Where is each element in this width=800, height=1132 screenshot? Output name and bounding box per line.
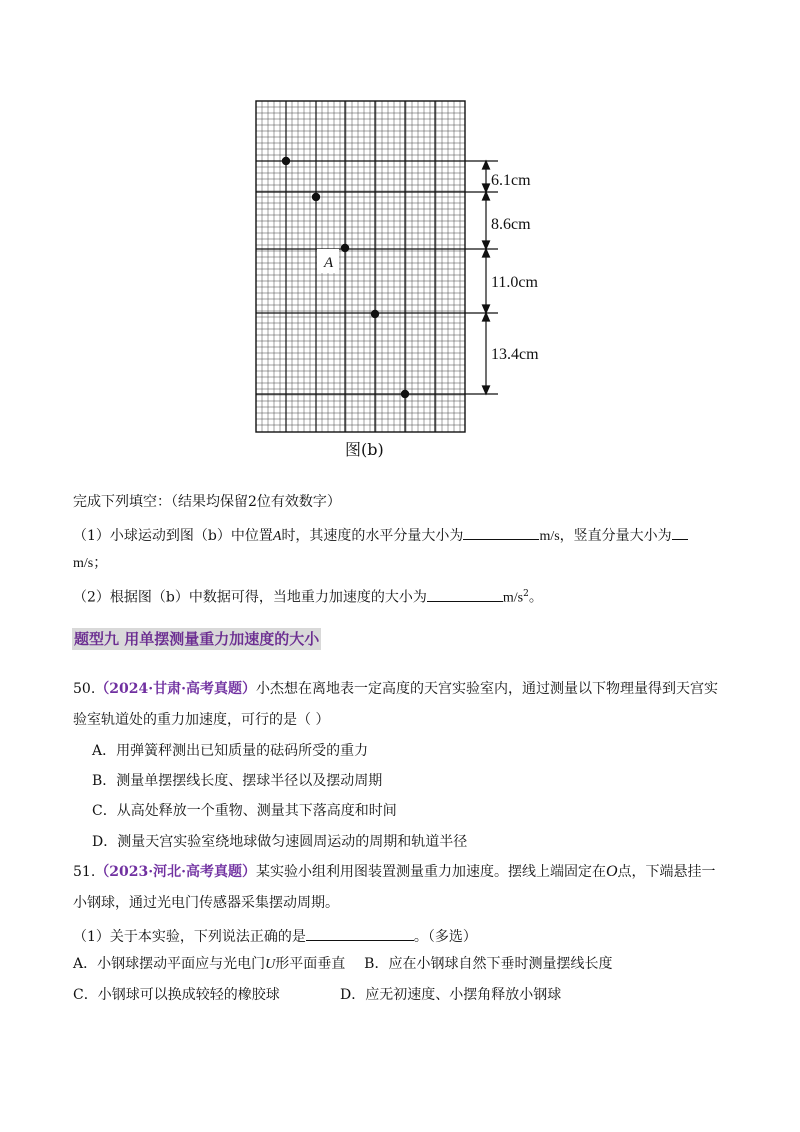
- question-50-option-c[interactable]: C．从高处释放一个重物、测量其下落高度和时间: [92, 803, 397, 819]
- question-50-option-d[interactable]: D．测量天宫实验室绕地球做匀速圆周运动的周期和轨道半径: [92, 834, 468, 850]
- question-51-sub-1: （1）关于本实验，下列说法正确的是 。（多选）: [73, 924, 477, 947]
- question-51-option-b[interactable]: B．应在小钢球自然下垂时测量摆线长度: [364, 956, 613, 972]
- section-heading: 题型九 用单摆测量重力加速度的大小: [74, 630, 320, 648]
- question-51-option-a[interactable]: A．小钢球摆动平面应与光电门U形平面垂直: [73, 956, 346, 972]
- question-51-option-c[interactable]: C．小钢球可以换成较轻的橡胶球: [73, 987, 280, 1003]
- question-50-option-a[interactable]: A．用弹簧秤测出已知质量的砝码所受的重力: [92, 743, 369, 759]
- answer-blank-vertical-velocity[interactable]: [672, 523, 688, 540]
- fill-in-instruction: 完成下列填空：（结果均保留2位有效数字）: [73, 494, 341, 510]
- spacing-label-3: 11.0cm: [491, 274, 538, 291]
- answer-blank-q51-1[interactable]: [306, 924, 414, 941]
- ball-2: [312, 193, 320, 201]
- answer-blank-gravity[interactable]: [427, 585, 503, 602]
- figure-b: [250, 95, 570, 470]
- question-51-options-row-1: [73, 954, 612, 975]
- question-51-option-d[interactable]: D．应无初速度、小摆角释放小钢球: [340, 987, 562, 1003]
- spacing-label-4: 13.4cm: [491, 346, 539, 363]
- ball-5: [401, 390, 409, 398]
- sub-question-1: （1）小球运动到图（b）中位置A时，其速度的水平分量大小为 m/s，竖直分量大小为: [73, 523, 688, 547]
- sub-question-2: （2）根据图（b）中数据可得，当地重力加速度的大小为 $m/s^2$。: [73, 584, 543, 609]
- question-51-stem: 51.（2023·河北·高考真题）某实验小组利用图装置测量重力加速度。摆线上端固定在O点，下端悬挂一: [73, 863, 716, 880]
- question-50-option-b[interactable]: B．测量单摆摆线长度、摆球半径以及摆动周期: [92, 773, 383, 789]
- grid-border: [256, 101, 465, 432]
- grid-bold-lines: [256, 101, 465, 432]
- spacing-label-1: 6.1cm: [491, 172, 531, 189]
- question-50-stem-line-2: 验室轨道处的重力加速度，可行的是（ ）: [73, 712, 330, 728]
- ball-1: [282, 157, 290, 165]
- ball-3: [341, 244, 349, 252]
- question-51-stem-line-2: 小钢球，通过光电门传感器采集摆动周期。: [73, 895, 339, 911]
- sub-question-1-continued: m/s；: [73, 555, 108, 571]
- answer-blank-horizontal-velocity[interactable]: [463, 523, 539, 540]
- label-a: A: [324, 255, 334, 271]
- figure-caption: 图(b): [345, 440, 384, 459]
- grid-fine-lines: [256, 101, 465, 432]
- ball-4: [371, 310, 379, 318]
- question-50-stem: 50.（2024·甘肃·高考真题）小杰想在离地表一定高度的天宫实验室内，通过测量以下物理量得到天宫实: [73, 681, 718, 697]
- spacing-label-2: 8.6cm: [491, 216, 531, 233]
